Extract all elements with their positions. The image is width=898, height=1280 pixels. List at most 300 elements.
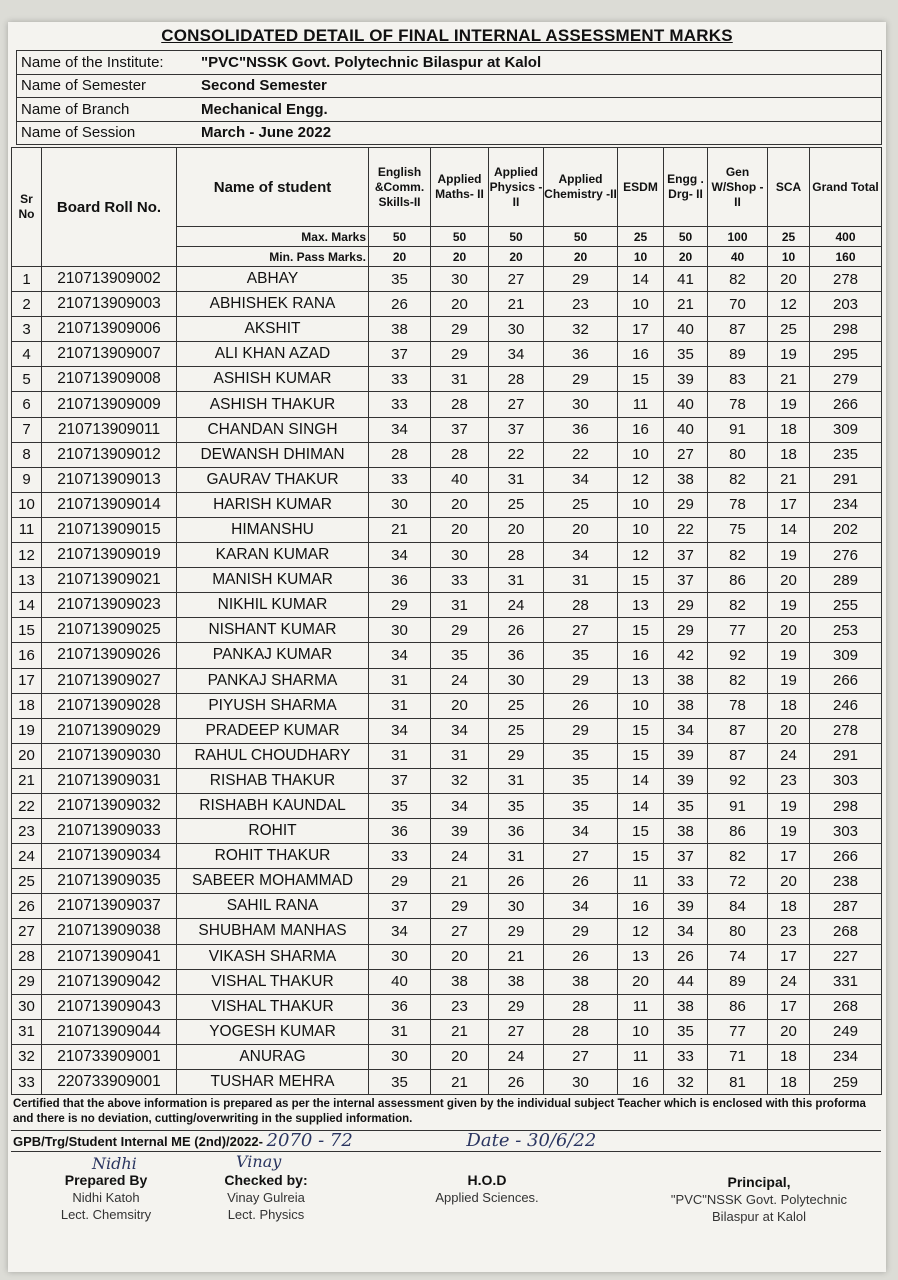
cell-mark: 31 [431,367,489,392]
cell-mark: 30 [369,1044,431,1069]
cell-mark: 20 [544,517,618,542]
cell-sr: 24 [12,844,42,869]
cell-sr: 6 [12,392,42,417]
cell-mark: 30 [544,1070,618,1095]
cell-mark: 37 [369,768,431,793]
table-row [12,819,882,844]
cell-mark: 25 [489,693,544,718]
cell-mark: 13 [618,668,664,693]
cell-mark: 35 [431,643,489,668]
cell-mark: 26 [369,292,431,317]
cell-mark: 21 [664,292,708,317]
cell-mark: 16 [618,342,664,367]
max-mark: 50 [369,227,431,247]
cell-mark: 81 [708,1070,768,1095]
cell-mark: 34 [544,819,618,844]
header-subject: ESDM [618,148,664,227]
table-row [12,1044,882,1069]
cell-mark: 82 [708,543,768,568]
cell-sr: 9 [12,467,42,492]
cell-name: ROHIT [177,819,369,844]
cell-mark: 21 [369,517,431,542]
cell-roll: 210713909033 [42,819,177,844]
cell-mark: 24 [768,969,810,994]
cell-mark: 40 [431,467,489,492]
signature-name: Vinay Gulreia [227,1190,305,1205]
table-row [12,367,882,392]
cell-mark: 29 [431,894,489,919]
cell-mark: 28 [431,442,489,467]
header-subject: Applied Maths- II [431,148,489,227]
cell-roll: 210733909001 [42,1044,177,1069]
cell-mark: 82 [708,267,768,292]
cell-mark: 82 [708,467,768,492]
min-mark: 40 [708,247,768,267]
min-marks-label: Min. Pass Marks. [177,247,369,267]
cell-name: HARISH KUMAR [177,492,369,517]
cell-name: PANKAJ SHARMA [177,668,369,693]
cell-roll: 210713909031 [42,768,177,793]
cell-roll: 210713909021 [42,568,177,593]
cell-roll: 210713909044 [42,1019,177,1044]
cell-mark: 82 [708,668,768,693]
table-row [12,543,882,568]
table-row [12,693,882,718]
cell-roll: 210713909013 [42,467,177,492]
cell-mark: 278 [810,267,882,292]
cell-mark: 29 [544,919,618,944]
cell-mark: 16 [618,1070,664,1095]
cell-mark: 32 [664,1070,708,1095]
reference-number: 2070 - 72 [266,1130,353,1151]
cell-mark: 31 [431,593,489,618]
info-row-semester [17,75,881,99]
cell-mark: 278 [810,718,882,743]
cell-mark: 23 [544,292,618,317]
cell-name: ABHAY [177,267,369,292]
cell-mark: 92 [708,643,768,668]
cell-mark: 29 [369,593,431,618]
cell-mark: 38 [664,668,708,693]
cell-mark: 37 [664,543,708,568]
min-mark: 10 [618,247,664,267]
table-row [12,618,882,643]
cell-mark: 33 [369,367,431,392]
cell-mark: 249 [810,1019,882,1044]
cell-sr: 1 [12,267,42,292]
cell-mark: 33 [664,1044,708,1069]
info-value: Mechanical Engg. [201,100,328,118]
cell-sr: 18 [12,693,42,718]
cell-mark: 37 [489,417,544,442]
header-subject: Gen W/Shop - II [708,148,768,227]
cell-sr: 2 [12,292,42,317]
cell-name: ABHISHEK RANA [177,292,369,317]
cell-mark: 39 [664,743,708,768]
cell-mark: 27 [544,618,618,643]
cell-mark: 20 [431,944,489,969]
max-mark: 25 [618,227,664,247]
table-row [12,668,882,693]
cell-mark: 34 [544,894,618,919]
reference-line [11,1130,881,1152]
cell-mark: 34 [431,718,489,743]
cell-mark: 19 [768,392,810,417]
cell-mark: 21 [768,367,810,392]
signature-role: Principal, [727,1174,791,1190]
info-label: Name of Semester [21,77,147,95]
student-rows [12,267,882,1095]
cell-mark: 32 [544,317,618,342]
cell-mark: 17 [768,994,810,1019]
cell-mark: 86 [708,568,768,593]
cell-mark: 87 [708,718,768,743]
cell-mark: 15 [618,819,664,844]
cell-mark: 40 [664,392,708,417]
cell-name: ALI KHAN AZAD [177,342,369,367]
cell-mark: 35 [544,643,618,668]
cell-name: NISHANT KUMAR [177,618,369,643]
cell-sr: 13 [12,568,42,593]
max-mark: 100 [708,227,768,247]
min-mark: 20 [431,247,489,267]
cell-mark: 10 [618,693,664,718]
cell-mark: 227 [810,944,882,969]
cell-mark: 84 [708,894,768,919]
cell-mark: 234 [810,1044,882,1069]
cell-sr: 26 [12,894,42,919]
cell-mark: 35 [369,793,431,818]
cell-mark: 28 [431,392,489,417]
header-name: Name of student [177,148,369,227]
signature-principal [644,1174,874,1225]
cell-sr: 25 [12,869,42,894]
min-mark: 10 [768,247,810,267]
cell-mark: 253 [810,618,882,643]
info-row-session [17,122,881,146]
header-subject: Grand Total [810,148,882,227]
cell-roll: 210713909026 [42,643,177,668]
cell-mark: 30 [369,618,431,643]
cell-mark: 15 [618,367,664,392]
cell-name: ROHIT THAKUR [177,844,369,869]
table-row [12,492,882,517]
table-row [12,1070,882,1095]
cell-mark: 23 [768,919,810,944]
cell-roll: 210713909042 [42,969,177,994]
cell-mark: 29 [369,869,431,894]
signature-role: H.O.D [467,1172,507,1188]
max-mark: 50 [664,227,708,247]
cell-mark: 29 [544,668,618,693]
cell-mark: 234 [810,492,882,517]
cell-mark: 87 [708,317,768,342]
cell-mark: 22 [544,442,618,467]
cell-mark: 72 [708,869,768,894]
cell-roll: 210713909025 [42,618,177,643]
cell-mark: 14 [768,517,810,542]
cell-name: RISHABH KAUNDAL [177,793,369,818]
cell-mark: 27 [544,1044,618,1069]
cell-mark: 86 [708,994,768,1019]
table-row [12,317,882,342]
cell-mark: 37 [664,568,708,593]
cell-mark: 44 [664,969,708,994]
cell-mark: 38 [544,969,618,994]
signature-name: "PVC"NSSK Govt. Polytechnic [670,1192,848,1207]
cell-mark: 26 [664,944,708,969]
cell-mark: 35 [369,267,431,292]
cell-mark: 26 [489,869,544,894]
cell-sr: 16 [12,643,42,668]
cell-mark: 17 [768,944,810,969]
cell-mark: 30 [431,543,489,568]
cell-mark: 30 [489,668,544,693]
cell-mark: 27 [489,1019,544,1044]
cell-mark: 27 [544,844,618,869]
cell-name: PRADEEP KUMAR [177,718,369,743]
cell-roll: 210713909043 [42,994,177,1019]
cell-mark: 20 [431,1044,489,1069]
cell-mark: 10 [618,517,664,542]
cell-mark: 35 [664,793,708,818]
cell-mark: 35 [369,1070,431,1095]
cell-mark: 266 [810,668,882,693]
table-row [12,994,882,1019]
reference-text: GPB/Trg/Student Internal ME (2nd)/2022- [13,1134,263,1149]
cell-mark: 303 [810,819,882,844]
info-block [16,50,882,145]
signature-name: Applied Sciences. [435,1190,539,1205]
cell-mark: 91 [708,417,768,442]
cell-mark: 25 [489,492,544,517]
cell-mark: 235 [810,442,882,467]
min-mark: 20 [664,247,708,267]
cell-mark: 30 [489,894,544,919]
cell-mark: 25 [544,492,618,517]
cell-mark: 26 [489,618,544,643]
header-subject: English &Comm. Skills-II [369,148,431,227]
cell-mark: 20 [768,267,810,292]
cell-mark: 16 [618,643,664,668]
header-subject: SCA [768,148,810,227]
cell-mark: 15 [618,718,664,743]
cell-mark: 31 [489,568,544,593]
cell-mark: 11 [618,1044,664,1069]
cell-mark: 39 [664,367,708,392]
cell-mark: 23 [431,994,489,1019]
signature-scrawl-checked: Vinay [236,1152,282,1171]
cell-name: SAHIL RANA [177,894,369,919]
cell-mark: 266 [810,844,882,869]
signature-name: Nidhi Katoh [72,1190,140,1205]
cell-mark: 33 [431,568,489,593]
cell-mark: 28 [544,994,618,1019]
cell-mark: 37 [431,417,489,442]
cell-mark: 295 [810,342,882,367]
cell-mark: 30 [544,392,618,417]
table-row [12,643,882,668]
cell-mark: 19 [768,593,810,618]
cell-mark: 28 [544,593,618,618]
cell-mark: 19 [768,819,810,844]
cell-mark: 11 [618,392,664,417]
cell-mark: 20 [768,718,810,743]
cell-mark: 86 [708,819,768,844]
info-value: Second Semester [201,77,327,95]
cell-name: RAHUL CHOUDHARY [177,743,369,768]
cell-mark: 21 [489,292,544,317]
cell-roll: 210713909035 [42,869,177,894]
cell-mark: 40 [664,317,708,342]
cell-sr: 32 [12,1044,42,1069]
cell-mark: 31 [369,1019,431,1044]
cell-mark: 26 [544,693,618,718]
cell-mark: 77 [708,1019,768,1044]
cell-mark: 309 [810,417,882,442]
cell-mark: 33 [369,467,431,492]
cell-mark: 17 [768,844,810,869]
cell-mark: 19 [768,643,810,668]
cell-mark: 309 [810,643,882,668]
cell-mark: 38 [664,994,708,1019]
cell-mark: 16 [618,894,664,919]
cell-sr: 29 [12,969,42,994]
header-subject: Engg . Drg- II [664,148,708,227]
table-row [12,743,882,768]
cell-mark: 35 [544,743,618,768]
cell-mark: 77 [708,618,768,643]
info-value: March - June 2022 [201,124,332,142]
cell-mark: 89 [708,342,768,367]
header-sr: Sr No [12,148,42,267]
cell-roll: 210713909008 [42,367,177,392]
cell-mark: 28 [489,543,544,568]
cell-mark: 202 [810,517,882,542]
cell-mark: 34 [489,342,544,367]
cell-mark: 259 [810,1070,882,1095]
cell-mark: 15 [618,743,664,768]
cell-mark: 20 [768,618,810,643]
cell-mark: 13 [618,944,664,969]
cell-mark: 12 [618,543,664,568]
cell-sr: 8 [12,442,42,467]
info-label: Name of Session [21,124,136,142]
cell-mark: 34 [431,793,489,818]
cell-mark: 24 [768,743,810,768]
cell-mark: 27 [489,267,544,292]
cell-mark: 35 [544,793,618,818]
cell-mark: 26 [544,944,618,969]
cell-mark: 28 [544,1019,618,1044]
cell-mark: 29 [489,743,544,768]
table-row [12,267,882,292]
signature-prepared [46,1172,166,1223]
cell-mark: 298 [810,793,882,818]
cell-name: GAURAV THAKUR [177,467,369,492]
cell-mark: 82 [708,593,768,618]
cell-name: ASHISH THAKUR [177,392,369,417]
cell-name: MANISH KUMAR [177,568,369,593]
cell-mark: 36 [369,819,431,844]
table-row [12,417,882,442]
cell-mark: 21 [431,1070,489,1095]
cell-sr: 12 [12,543,42,568]
cell-mark: 32 [431,768,489,793]
table-row [12,1019,882,1044]
cell-roll: 210713909009 [42,392,177,417]
cell-roll: 210713909019 [42,543,177,568]
cell-mark: 36 [544,342,618,367]
cell-mark: 31 [489,467,544,492]
cell-mark: 41 [664,267,708,292]
cell-sr: 21 [12,768,42,793]
cell-mark: 203 [810,292,882,317]
cell-mark: 74 [708,944,768,969]
cell-sr: 11 [12,517,42,542]
cell-sr: 19 [12,718,42,743]
cell-mark: 19 [768,793,810,818]
cell-mark: 29 [544,367,618,392]
cell-mark: 19 [768,342,810,367]
cell-sr: 3 [12,317,42,342]
cell-mark: 34 [369,543,431,568]
certification-text: Certified that the above information is prepared as per the internal assessment given by the individual subject Teacher which is enclosed with this proforma and there is no deviation, cutting/overwriting in the supplied information. [13,1098,866,1125]
cell-mark: 39 [664,768,708,793]
cell-sr: 23 [12,819,42,844]
cell-mark: 25 [768,317,810,342]
cell-mark: 35 [664,342,708,367]
cell-mark: 78 [708,392,768,417]
cell-mark: 35 [664,1019,708,1044]
cell-roll: 210713909006 [42,317,177,342]
cell-mark: 40 [664,417,708,442]
cell-mark: 22 [664,517,708,542]
cell-sr: 31 [12,1019,42,1044]
cell-mark: 38 [369,317,431,342]
cell-mark: 40 [369,969,431,994]
cell-sr: 17 [12,668,42,693]
cell-mark: 42 [664,643,708,668]
cell-mark: 31 [489,844,544,869]
cell-mark: 12 [768,292,810,317]
cell-mark: 36 [489,643,544,668]
cell-mark: 29 [489,994,544,1019]
signature-designation: Bilaspur at Kalol [712,1209,806,1224]
cell-mark: 291 [810,467,882,492]
cell-mark: 29 [664,593,708,618]
cell-mark: 27 [489,392,544,417]
info-label: Name of Branch [21,100,130,118]
cell-mark: 31 [369,693,431,718]
table-row [12,844,882,869]
cell-mark: 33 [369,844,431,869]
cell-mark: 82 [708,844,768,869]
cell-mark: 35 [489,793,544,818]
cell-mark: 12 [618,919,664,944]
max-marks-label: Max. Marks [177,227,369,247]
cell-mark: 83 [708,367,768,392]
cell-mark: 71 [708,1044,768,1069]
cell-roll: 210713909003 [42,292,177,317]
cell-mark: 18 [768,442,810,467]
table-row [12,517,882,542]
cell-mark: 17 [768,492,810,517]
cell-mark: 31 [369,743,431,768]
cell-roll: 210713909038 [42,919,177,944]
cell-mark: 29 [431,342,489,367]
cell-mark: 11 [618,869,664,894]
